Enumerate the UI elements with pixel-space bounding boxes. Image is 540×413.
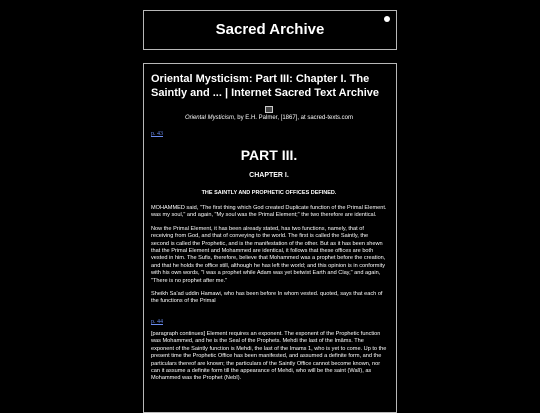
part-heading: PART III. (240, 147, 298, 163)
caption-book-title: Oriental Mysticism (184, 115, 234, 121)
paragraph-continued: [paragraph continues] Element requires an exponent. The exponent of the Prophetic function was Mohammed, and he is the Seal of the Prophets. Mehdi the last of the Imâms. The exponent of the Saintly function is Mehdi, the last of the Imams 1, who is yet to come. Up to the present time the Prophetic Office has been manifested, and assumed a definite form, and the particulars thereof are known; the particulars of the Saintly Office cannot become known, nor can it assume a definite form till the appearance of Mehdi, who will be the saint (Walî), as Mohammed was the Prophet (Nebî). (151, 330, 387, 382)
section-heading: THE SAINTLY AND PROPHETIC OFFICES DEFINED. (201, 190, 337, 196)
status-dot-icon (384, 16, 390, 22)
paragraph: Now the Primal Element, it has been already stated, has two functions, namely, that of receiving from God, and that of conveying to the world. The first is called the Saintly, the second is called the Prophetic, and is the manifestation of the other. But as it has been shewn that the Primal Element and Mohammed are identical, it follows that these offices are both vested in him. The Sufis, therefore, believe that Mohammed was a prophet before the creation, and that he holds the office still, although he has left the world; and this opinion is in conformity with his own words, "I was a prophet while Adam was yet betwixt Earth and Clay," and again, "There is no prophet after me." (151, 225, 386, 284)
document-caption (151, 114, 387, 122)
document-panel[interactable] (143, 63, 397, 413)
page-link-43[interactable]: p. 43 (151, 131, 163, 137)
chapter-heading: CHAPTER I. (249, 172, 289, 179)
page-link-44[interactable]: p. 44 (151, 318, 163, 325)
broken-image-icon (265, 106, 273, 113)
document-body (151, 72, 387, 389)
paragraph: MOHAMMED said, "The first thing which God created Duplicate function of the Primal Element. was my soul," and again, "My soul was the Primal Element;" the two therefore are identical. (151, 205, 387, 219)
caption-source: , by E.H. Palmer, [1867], at sacred-texts.com (233, 115, 354, 121)
document-title: Oriental Mysticism: Part III: Chapter I. The Saintly and ... | Internet Sacred Text Archive (151, 73, 380, 99)
site-header (143, 10, 397, 50)
paragraph: Sheikh Sa'ad uddin Hamawi, who has been before In whom vested. quoted, says that each of the functions of the Primal (151, 291, 383, 305)
site-title[interactable]: Sacred Archive (215, 21, 325, 38)
